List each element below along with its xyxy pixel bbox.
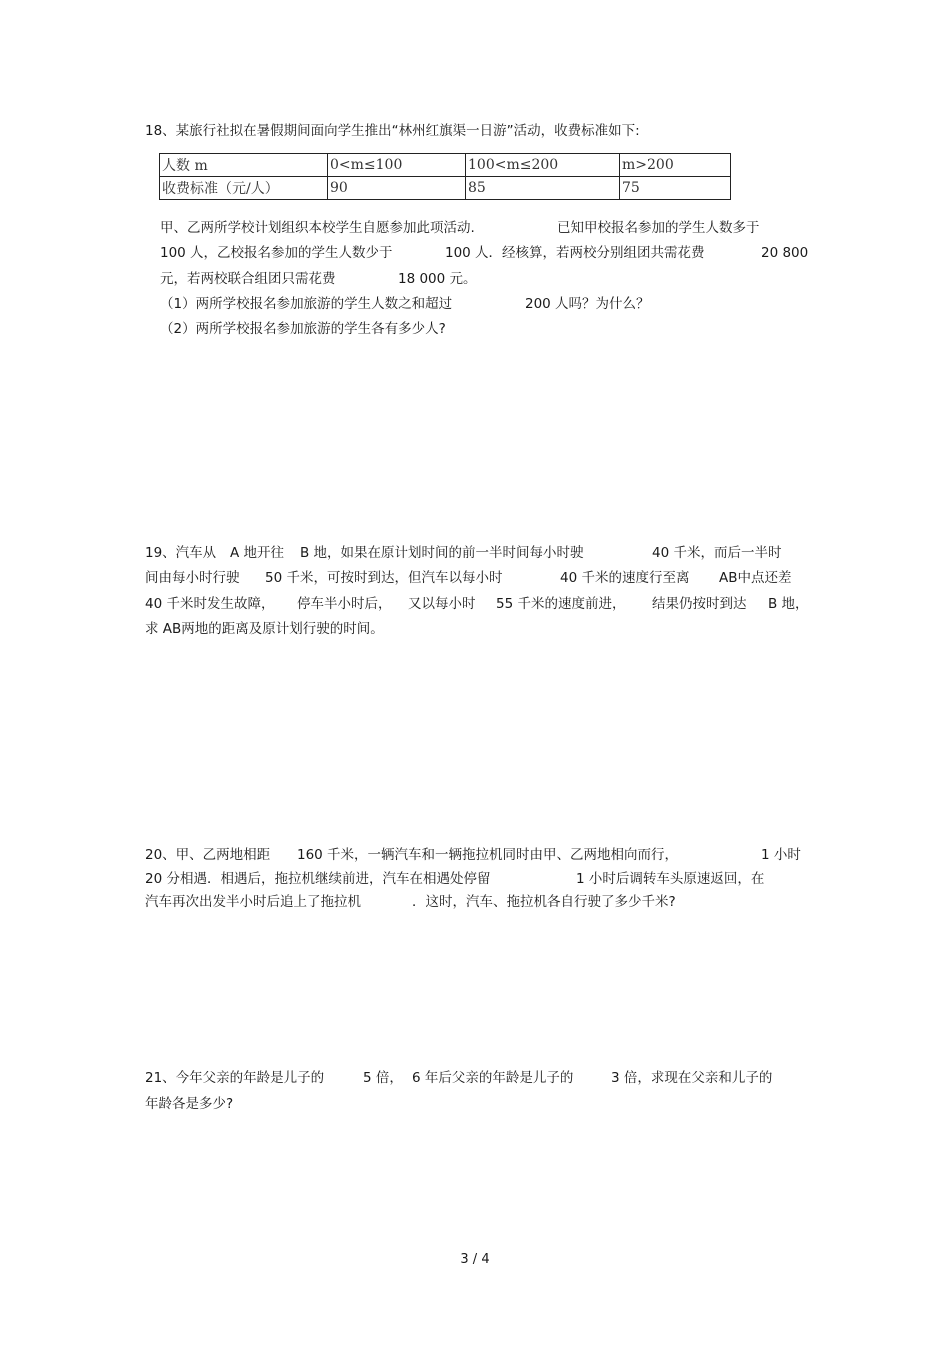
q21-text: 21、今年父亲的年龄是儿子的 xyxy=(145,1070,325,1086)
q18-text: 100 人，乙校报名参加的学生人数少于 xyxy=(160,245,393,261)
table-cell: m>200 xyxy=(620,154,731,177)
q18-intro: 18、某旅行社拟在暑假期间面向学生推出“林州红旗渠一日游”活动，收费标准如下: xyxy=(145,123,640,139)
q18-text: 20 800 xyxy=(761,245,809,261)
page-number: 3 / 4 xyxy=(460,1252,490,1267)
q21-text: 3 倍，求现在父亲和儿子的 xyxy=(611,1070,773,1086)
q19-text: AB中点还差 xyxy=(719,570,792,586)
table-cell: 人数 m xyxy=(160,154,328,177)
q18-text: 甲、乙两所学校计划组织本校学生自愿参加此项活动. xyxy=(160,220,475,236)
q19-text: B 地，如果在原计划时间的前一半时间每小时驶 xyxy=(300,545,584,561)
q21-text: 6 年后父亲的年龄是儿子的 xyxy=(412,1070,574,1086)
q18-text: 100 人．经核算，若两校分别组团共需花费 xyxy=(445,245,705,261)
q21-text: 年龄各是多少? xyxy=(145,1096,234,1112)
q20-text: 20、甲、乙两地相距 xyxy=(145,847,271,863)
q19-text: 55 千米的速度前进， xyxy=(496,596,626,612)
table-cell: 90 xyxy=(328,177,466,200)
q20-text: ．这时，汽车、拖拉机各自行驶了多少千米? xyxy=(412,894,676,910)
table-cell: 75 xyxy=(620,177,731,200)
q19-text: 停车半小时后， xyxy=(297,596,392,612)
q18-text: 18 000 元。 xyxy=(398,271,477,287)
q19-text: 间由每小时行驶 xyxy=(145,570,240,586)
q18-subquestion-1: 200 人吗？为什么？ xyxy=(525,296,650,312)
q19-text: 50 千米，可按时到达，但汽车以每小时 xyxy=(265,570,503,586)
q19-text: 结果仍按时到达 xyxy=(652,596,747,612)
q20-text: 1 小时后调转车头原速返回，在 xyxy=(576,871,765,887)
q19-text: A 地开往 xyxy=(230,545,285,561)
q19-text: 又以每小时 xyxy=(408,596,476,612)
q19-text: 求 AB两地的距离及原计划行驶的时间。 xyxy=(145,621,384,637)
q20-text: 20 分相遇．相遇后，拖拉机继续前进，汽车在相遇处停留 xyxy=(145,871,491,887)
q20-text: 1 小时 xyxy=(761,847,801,863)
q19-text: B 地， xyxy=(768,596,809,612)
q20-text: 160 千米，一辆汽车和一辆拖拉机同时由甲、乙两地相向而行， xyxy=(297,847,679,863)
table-cell: 收费标准（元/人） xyxy=(160,177,328,200)
table-row xyxy=(160,177,731,200)
q19-text: 40 千米的速度行至离 xyxy=(560,570,690,586)
q21-text: 5 倍， xyxy=(363,1070,403,1086)
q18-text: 元，若两校联合组团只需花费 xyxy=(160,271,336,287)
q18-text: 已知甲校报名参加的学生人数多于 xyxy=(557,220,760,236)
table-row xyxy=(160,154,731,177)
table-cell: 85 xyxy=(466,177,620,200)
table-cell: 100<m≤200 xyxy=(466,154,620,177)
q19-text: 40 千米，而后一半时 xyxy=(652,545,782,561)
q19-text: 19、汽车从 xyxy=(145,545,217,561)
fee-table xyxy=(159,153,731,200)
q20-text: 汽车再次出发半小时后追上了拖拉机 xyxy=(145,894,361,910)
q19-text: 40 千米时发生故障， xyxy=(145,596,275,612)
q18-subquestion-2: （2）两所学校报名参加旅游的学生各有多少人? xyxy=(160,321,446,337)
table-cell: 0<m≤100 xyxy=(328,154,466,177)
q18-subquestion-1: （1）两所学校报名参加旅游的学生人数之和超过 xyxy=(160,296,453,312)
